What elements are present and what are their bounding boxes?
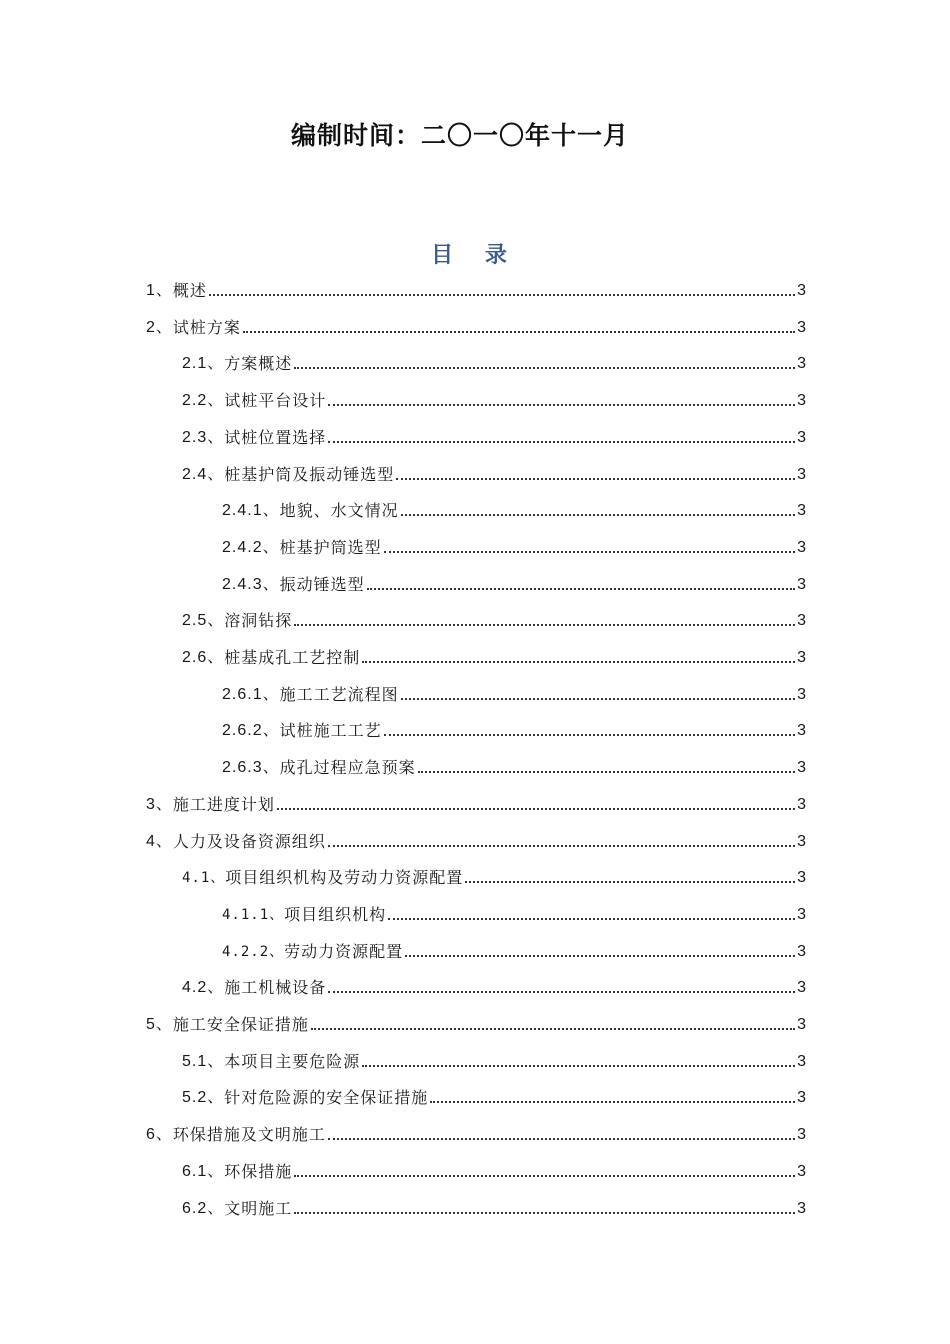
toc-entry-number: 2.6.2、	[222, 722, 280, 740]
toc-entry[interactable]	[182, 338, 806, 374]
toc-entry[interactable]	[182, 412, 806, 448]
toc-entry[interactable]	[222, 889, 806, 925]
dot-leader	[209, 294, 795, 296]
toc-entry[interactable]	[182, 375, 806, 411]
toc-entry-number: 4.1、	[182, 870, 226, 887]
toc-entry-number: 3、	[146, 795, 173, 813]
toc-entry[interactable]	[182, 1183, 806, 1219]
toc-entry-number: 4.2、	[182, 979, 225, 997]
toc-entry-title: 振动锤选型	[279, 574, 365, 594]
toc-entry-title: 劳动力资源配置	[284, 941, 404, 961]
toc-entry-title: 环保措施及文明施工	[172, 1125, 326, 1145]
dot-leader	[401, 698, 795, 700]
toc-entry[interactable]	[222, 926, 806, 962]
toc-entry-title: 桩基成孔工艺控制	[224, 648, 361, 667]
toc-entry-number: 5.2、	[182, 1089, 225, 1107]
toc-entry-page: 3	[797, 649, 806, 666]
dot-leader	[277, 808, 795, 810]
toc-entry[interactable]	[222, 669, 806, 705]
toc-entry[interactable]	[146, 779, 806, 815]
dot-leader	[328, 441, 795, 443]
toc-entry-title: 施工工艺流程图	[279, 684, 399, 704]
toc-entry-page: 3	[797, 282, 806, 299]
dot-leader	[328, 991, 795, 993]
dot-leader	[384, 734, 795, 736]
toc-entry-title: 施工安全保证措施	[172, 1015, 309, 1034]
toc-entry[interactable]	[182, 1036, 806, 1072]
toc-entry[interactable]	[182, 1146, 806, 1182]
dot-leader	[384, 551, 795, 553]
toc-entry-page: 3	[797, 795, 806, 813]
toc-entry-number: 2.5、	[182, 612, 225, 630]
toc-entry-number: 6、	[146, 1126, 173, 1144]
toc-entry-page: 3	[797, 318, 806, 336]
toc-heading: 目 录	[431, 243, 519, 268]
toc-entry-page: 3	[797, 355, 806, 373]
toc-entry-page: 3	[797, 942, 806, 960]
toc-entry[interactable]	[146, 265, 806, 301]
dot-leader	[362, 1065, 795, 1067]
toc-entry[interactable]	[222, 559, 806, 595]
toc-entry[interactable]	[222, 705, 806, 741]
toc-entry-title: 方案概述	[224, 354, 293, 374]
dot-leader	[294, 367, 795, 369]
toc-entry[interactable]	[146, 999, 806, 1035]
dot-leader	[367, 588, 795, 590]
toc-entry-number: 1、	[146, 282, 173, 299]
toc-entry-number: 2.4.1、	[222, 502, 280, 520]
toc-entry-page: 3	[797, 759, 806, 777]
toc-entry-page: 3	[797, 575, 806, 593]
toc-entry-page: 3	[797, 1162, 806, 1180]
toc-entry[interactable]	[182, 595, 806, 631]
toc-entry[interactable]	[182, 632, 806, 668]
toc-entry-page: 3	[797, 979, 806, 997]
dot-leader	[311, 1028, 795, 1030]
dot-leader	[465, 881, 795, 883]
dot-leader	[401, 514, 795, 516]
toc-entry-title: 施工进度计划	[172, 794, 275, 814]
dot-leader	[388, 918, 795, 920]
dot-leader	[294, 1212, 795, 1214]
toc-entry-number: 2.4、	[182, 465, 225, 483]
toc-entry[interactable]	[146, 1109, 806, 1145]
toc-entry-title: 文明施工	[224, 1198, 293, 1218]
toc-entry-number: 2.6、	[182, 649, 225, 666]
toc-entry[interactable]	[222, 742, 806, 778]
toc-entry[interactable]	[146, 816, 806, 852]
toc-entry[interactable]	[182, 1072, 806, 1108]
toc-entry-number: 6.2、	[182, 1199, 225, 1217]
dot-leader	[362, 661, 795, 663]
toc-entry-number: 2.2、	[182, 392, 225, 410]
toc-entry-page: 3	[797, 612, 806, 630]
toc-entry-page: 3	[797, 685, 806, 703]
toc-entry-page: 3	[797, 905, 806, 923]
compile-date: 编制时间：二〇一〇年十一月	[290, 121, 629, 150]
toc-entry-title: 试桩方案	[172, 317, 241, 337]
toc-entry-title: 溶洞钻探	[224, 611, 293, 631]
toc-entry-title: 地貌、水文情况	[279, 501, 399, 521]
toc-entry-page: 3	[797, 465, 806, 483]
toc-entry-page: 3	[797, 1126, 806, 1144]
dot-leader	[418, 771, 795, 773]
toc-entry-page: 3	[797, 1089, 806, 1107]
toc-entry-title: 项目组织机构	[284, 904, 387, 924]
toc-entry-number: 2.3、	[182, 428, 225, 446]
toc-entry-number: 4.2.2、	[222, 943, 285, 960]
toc-entry-page: 3	[797, 428, 806, 446]
toc-entry-page: 3	[797, 832, 806, 850]
toc-entry-title: 桩基护筒及振动锤选型	[224, 464, 395, 484]
dot-leader	[328, 845, 795, 847]
dot-leader	[328, 1138, 795, 1140]
toc-entry-number: 2.6.1、	[222, 685, 280, 703]
toc-entry-number: 2、	[146, 318, 173, 336]
toc-entry-page: 3	[797, 869, 806, 887]
toc-entry-page: 3	[797, 538, 806, 556]
toc-entry-page: 3	[797, 392, 806, 410]
toc-entry-title: 本项目主要危险源	[224, 1051, 361, 1071]
toc-entry[interactable]	[222, 485, 806, 521]
toc-entry-title: 针对危险源的安全保证措施	[224, 1088, 429, 1108]
toc-entry-title: 试桩位置选择	[224, 427, 327, 447]
toc-entry-number: 4、	[146, 832, 173, 850]
toc-entry-page: 3	[797, 502, 806, 520]
toc-entry-title: 项目组织机构及劳动力资源配置	[225, 868, 464, 888]
toc-entry-number: 2.4.2、	[222, 538, 280, 556]
toc-entry[interactable]	[182, 852, 806, 888]
toc-entry-page: 3	[797, 1052, 806, 1070]
toc-entry-title: 环保措施	[224, 1161, 293, 1181]
toc-entry[interactable]	[182, 962, 806, 998]
toc-entry-page: 3	[797, 1016, 806, 1033]
toc-entry-title: 人力及设备资源组织	[172, 831, 326, 851]
toc-entry[interactable]	[146, 302, 806, 338]
toc-entry-number: 4.1.1、	[222, 906, 285, 923]
toc-entry-title: 概述	[172, 281, 207, 300]
toc-entry-page: 3	[797, 1199, 806, 1217]
toc-entry-number: 5、	[146, 1016, 173, 1033]
dot-leader	[328, 404, 795, 406]
toc-entry-title: 试桩施工工艺	[279, 721, 382, 741]
toc-entry-number: 5.1、	[182, 1052, 225, 1070]
toc-entry-title: 桩基护筒选型	[279, 537, 382, 557]
dot-leader	[243, 331, 795, 333]
dot-leader	[430, 1101, 795, 1103]
toc-entry-number: 2.1、	[182, 355, 225, 373]
toc-entry-title: 试桩平台设计	[224, 391, 327, 411]
dot-leader	[396, 478, 795, 480]
dot-leader	[294, 624, 795, 626]
toc-entry-number: 2.6.3、	[222, 759, 280, 777]
toc-entry-number: 6.1、	[182, 1162, 225, 1180]
toc-entry-page: 3	[797, 722, 806, 740]
dot-leader	[405, 955, 795, 957]
toc-entry[interactable]	[222, 522, 806, 558]
toc-entry-number: 2.4.3、	[222, 575, 280, 593]
toc-entry[interactable]	[182, 449, 806, 485]
toc-entry-title: 成孔过程应急预案	[279, 758, 416, 778]
dot-leader	[294, 1175, 795, 1177]
toc-entry-title: 施工机械设备	[224, 978, 327, 998]
